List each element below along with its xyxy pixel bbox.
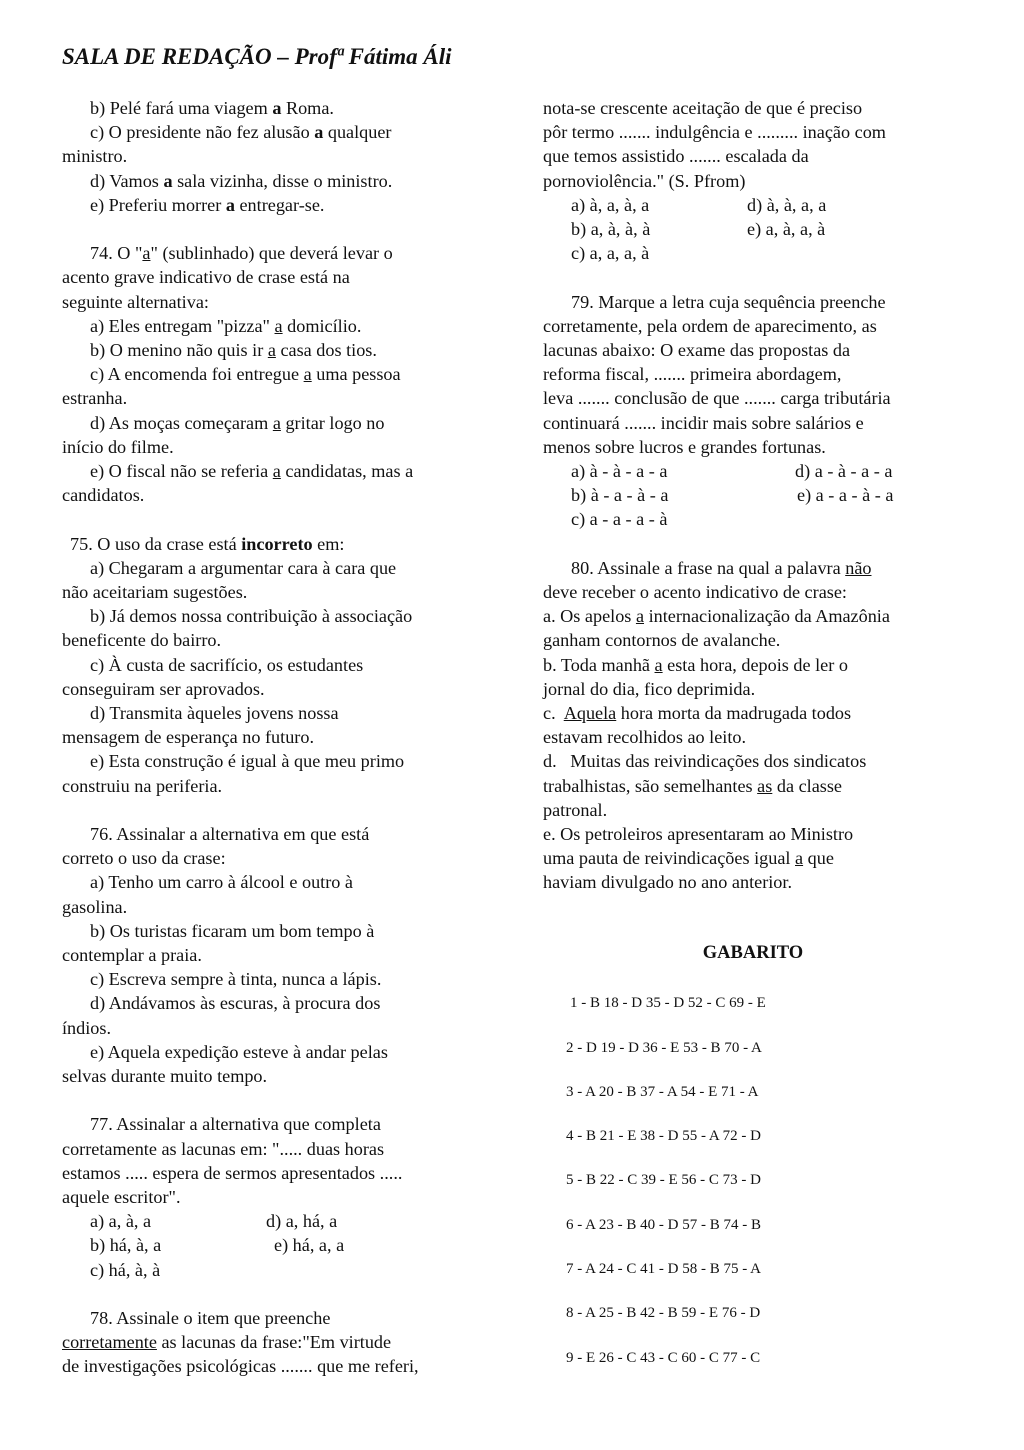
q79-option-a: a) à - à - a - a bbox=[571, 461, 668, 482]
q79-stem-line7: menos sobre lucros e grandes fortunas. bbox=[543, 436, 826, 457]
q75-option-a-cont: não aceitariam sugestões. bbox=[62, 582, 248, 603]
q76-option-b: b) Os turistas ficaram um bom tempo à bbox=[90, 920, 375, 941]
q73-option-b: b) Pelé fará uma viagem a Roma. bbox=[90, 98, 334, 118]
q76-option-b-cont: contemplar a praia. bbox=[62, 945, 202, 966]
q79-options-ad bbox=[543, 459, 968, 483]
gabarito-row: 6 - A 23 - B 40 - D 57 - B 74 - B bbox=[566, 1217, 761, 1233]
q77-stem-line3: estamos ..... espera de sermos apresentados ..... bbox=[62, 1162, 403, 1183]
q74-option-e-cont: candidatos. bbox=[62, 485, 145, 506]
q75-option-a: a) Chegaram a argumentar cara à cara que bbox=[90, 557, 397, 578]
q77-option-e: e) há, a, a bbox=[274, 1235, 345, 1256]
q79-option-e: e) a - a - à - a bbox=[797, 485, 894, 506]
q74-option-c-cont: estranha. bbox=[62, 388, 128, 409]
q80-option-e: e. Os petroleiros apresentaram ao Ministro bbox=[543, 824, 854, 845]
q76-option-d: d) Andávamos às escuras, à procura dos bbox=[90, 993, 381, 1014]
q79-stem-line6: continuará ....... incidir mais sobre salários e bbox=[543, 412, 864, 433]
q76-option-d-cont: índios. bbox=[62, 1017, 112, 1038]
q74-option-b: b) O menino não quis ir a casa dos tios. bbox=[90, 340, 377, 361]
q74-option-c: c) A encomenda foi entregue a uma pessoa bbox=[90, 364, 401, 385]
q77-stem-line2: corretamente as lacunas em: "..... duas horas bbox=[62, 1138, 385, 1159]
q75-option-e-cont: construiu na periferia. bbox=[62, 775, 223, 796]
q73-option-d: d) Vamos a sala vizinha, disse o ministro. bbox=[90, 170, 393, 191]
q78-option-e: e) a, à, a, à bbox=[747, 219, 826, 240]
q76-stem: 76. Assinalar a alternativa em que está bbox=[90, 824, 370, 845]
q74-option-d: d) As moças começaram a gritar logo no bbox=[90, 412, 385, 433]
q74-stem-line3: seguinte alternativa: bbox=[62, 291, 209, 312]
q80-option-c: c. Aquela hora morta da madrugada todos bbox=[543, 703, 852, 724]
q80-option-a: a. Os apelos a internacionalização da Amazônia bbox=[543, 606, 890, 627]
q79-option-d: d) a - à - a - a bbox=[795, 461, 893, 482]
q80-option-d: d. Muitas das reivindicações dos sindicatos bbox=[543, 751, 867, 772]
q76-option-a: a) Tenho um carro à álcool e outro à bbox=[90, 872, 354, 893]
q80-option-a-cont: ganham contornos de avalanche. bbox=[543, 630, 781, 651]
q76-option-a-cont: gasolina. bbox=[62, 896, 128, 917]
q79-stem-line2: corretamente, pela ordem de aparecimento, as bbox=[543, 315, 877, 336]
gabarito-row: 5 - B 22 - C 39 - E 56 - C 73 - D bbox=[566, 1172, 761, 1188]
q78-stem-line3: de investigações psicológicas ....... que me referi, bbox=[62, 1356, 419, 1377]
q77-stem: 77. Assinalar a alternativa que completa bbox=[90, 1114, 381, 1135]
left-column bbox=[62, 96, 484, 1379]
q74-option-e: e) O fiscal não se referia a candidatas, mas a bbox=[90, 461, 414, 482]
gabarito-row: 8 - A 25 - B 42 - B 59 - E 76 - D bbox=[566, 1305, 761, 1321]
q80-option-e-cont: uma pauta de reivindicações igual a que bbox=[543, 848, 834, 869]
q75-stem: 75. O uso da crase está incorreto em: bbox=[70, 533, 345, 554]
q78-stem-line2: corretamente as lacunas da frase:"Em virtude bbox=[62, 1332, 392, 1353]
q74-stem: 74. O "a" (sublinhado) que deverá levar o bbox=[90, 243, 393, 264]
gabarito-title: GABARITO bbox=[702, 943, 804, 963]
q75-option-b: b) Já demos nossa contribuição à associação bbox=[90, 606, 413, 627]
q78-stem-line5: pôr termo ....... indulgência e ......... inação com bbox=[543, 122, 886, 143]
q79-stem-line3: lacunas abaixo: O exame das propostas da bbox=[543, 340, 851, 361]
q75-option-d-cont: mensagem de esperança no futuro. bbox=[62, 727, 314, 748]
q78-stem-line6: que temos assistido ....... escalada da bbox=[543, 146, 809, 167]
q76-option-c: c) Escreva sempre à tinta, nunca a lápis. bbox=[90, 969, 382, 990]
q73-option-c-cont: ministro. bbox=[62, 146, 128, 167]
q80-option-d-cont2: patronal. bbox=[543, 799, 608, 820]
q75-option-b-cont: beneficente do bairro. bbox=[62, 630, 222, 651]
q80-option-b: b. Toda manhã a esta hora, depois de ler o bbox=[543, 654, 848, 675]
q76-option-e: e) Aquela expedição esteve à andar pelas bbox=[90, 1041, 388, 1062]
q78-options-be bbox=[543, 217, 968, 241]
right-column bbox=[543, 96, 968, 895]
q79-stem: 79. Marque a letra cuja sequência preenche bbox=[571, 291, 886, 312]
q78-options-ad bbox=[543, 193, 968, 217]
q79-option-c: c) a - a - a - à bbox=[571, 509, 668, 530]
q78-stem-line4: nota-se crescente aceitação de que é preciso bbox=[543, 98, 863, 118]
q74-option-a: a) Eles entregam "pizza" a domicílio. bbox=[90, 315, 362, 336]
q80-option-b-cont: jornal do dia, fico deprimida. bbox=[543, 678, 756, 699]
q80-option-c-cont: estavam recolhidos ao leito. bbox=[543, 727, 747, 748]
q73-option-c: c) O presidente não fez alusão a qualquer bbox=[90, 122, 392, 143]
q79-option-b: b) à - a - à - a bbox=[571, 485, 669, 506]
q74-stem-line2: acento grave indicativo de crase está na bbox=[62, 267, 350, 288]
q75-option-d: d) Transmita àqueles jovens nossa bbox=[90, 703, 339, 724]
q78-option-b: b) a, à, à, à bbox=[571, 219, 651, 240]
q80-option-e-cont2: haviam divulgado no ano anterior. bbox=[543, 872, 793, 893]
q79-stem-line4: reforma fiscal, ....... primeira abordagem, bbox=[543, 364, 842, 385]
gabarito-row: 9 - E 26 - C 43 - C 60 - C 77 - C bbox=[566, 1350, 761, 1366]
gabarito-row: 2 - D 19 - D 36 - E 53 - B 70 - A bbox=[566, 1040, 762, 1056]
q77-stem-line4: aquele escritor". bbox=[62, 1187, 181, 1208]
q77-option-a: a) a, à, a bbox=[90, 1211, 152, 1232]
q80-stem-line2: deve receber o acento indicativo de crase: bbox=[543, 582, 847, 603]
q78-option-a: a) à, a, à, a bbox=[571, 194, 650, 215]
q77-options-ad bbox=[62, 1209, 484, 1233]
q75-option-c: c) À custa de sacrifício, os estudantes bbox=[90, 654, 364, 675]
q80-option-d-cont: trabalhistas, são semelhantes as da classe bbox=[543, 775, 842, 796]
q78-option-d: d) à, à, a, a bbox=[747, 194, 827, 215]
q75-option-e: e) Esta construção é igual à que meu primo bbox=[90, 751, 405, 772]
q79-stem-line5: leva ....... conclusão de que ....... carga tributária bbox=[543, 388, 891, 409]
q77-option-b: b) há, à, a bbox=[90, 1235, 162, 1256]
q74-option-d-cont: início do filme. bbox=[62, 436, 174, 457]
q76-stem-line2: correto o uso da crase: bbox=[62, 848, 226, 869]
page-header: SALA DE REDAÇÃO – Profª Fátima Áli bbox=[62, 44, 452, 69]
q78-option-c: c) a, a, a, à bbox=[571, 243, 650, 264]
q77-options-be bbox=[62, 1233, 484, 1257]
q77-option-d: d) a, há, a bbox=[266, 1211, 338, 1232]
gabarito-row: 1 - B 18 - D 35 - D 52 - C 69 - E bbox=[570, 995, 766, 1011]
gabarito-row: 7 - A 24 - C 41 - D 58 - B 75 - A bbox=[566, 1261, 761, 1277]
gabarito-row: 4 - B 21 - E 38 - D 55 - A 72 - D bbox=[566, 1128, 761, 1144]
q80-stem: 80. Assinale a frase na qual a palavra não bbox=[571, 557, 872, 578]
q77-option-c: c) há, à, à bbox=[90, 1259, 161, 1280]
q78-stem: 78. Assinale o item que preenche bbox=[90, 1308, 331, 1329]
q75-option-c-cont: conseguiram ser aprovados. bbox=[62, 678, 265, 699]
q73-option-e: e) Preferiu morrer a entregar-se. bbox=[90, 194, 325, 215]
q78-stem-line7: pornoviolência." (S. Pfrom) bbox=[543, 170, 746, 191]
q76-option-e-cont: selvas durante muito tempo. bbox=[62, 1066, 268, 1087]
q79-options-be bbox=[543, 483, 968, 507]
gabarito-row: 3 - A 20 - B 37 - A 54 - E 71 - A bbox=[566, 1084, 759, 1100]
